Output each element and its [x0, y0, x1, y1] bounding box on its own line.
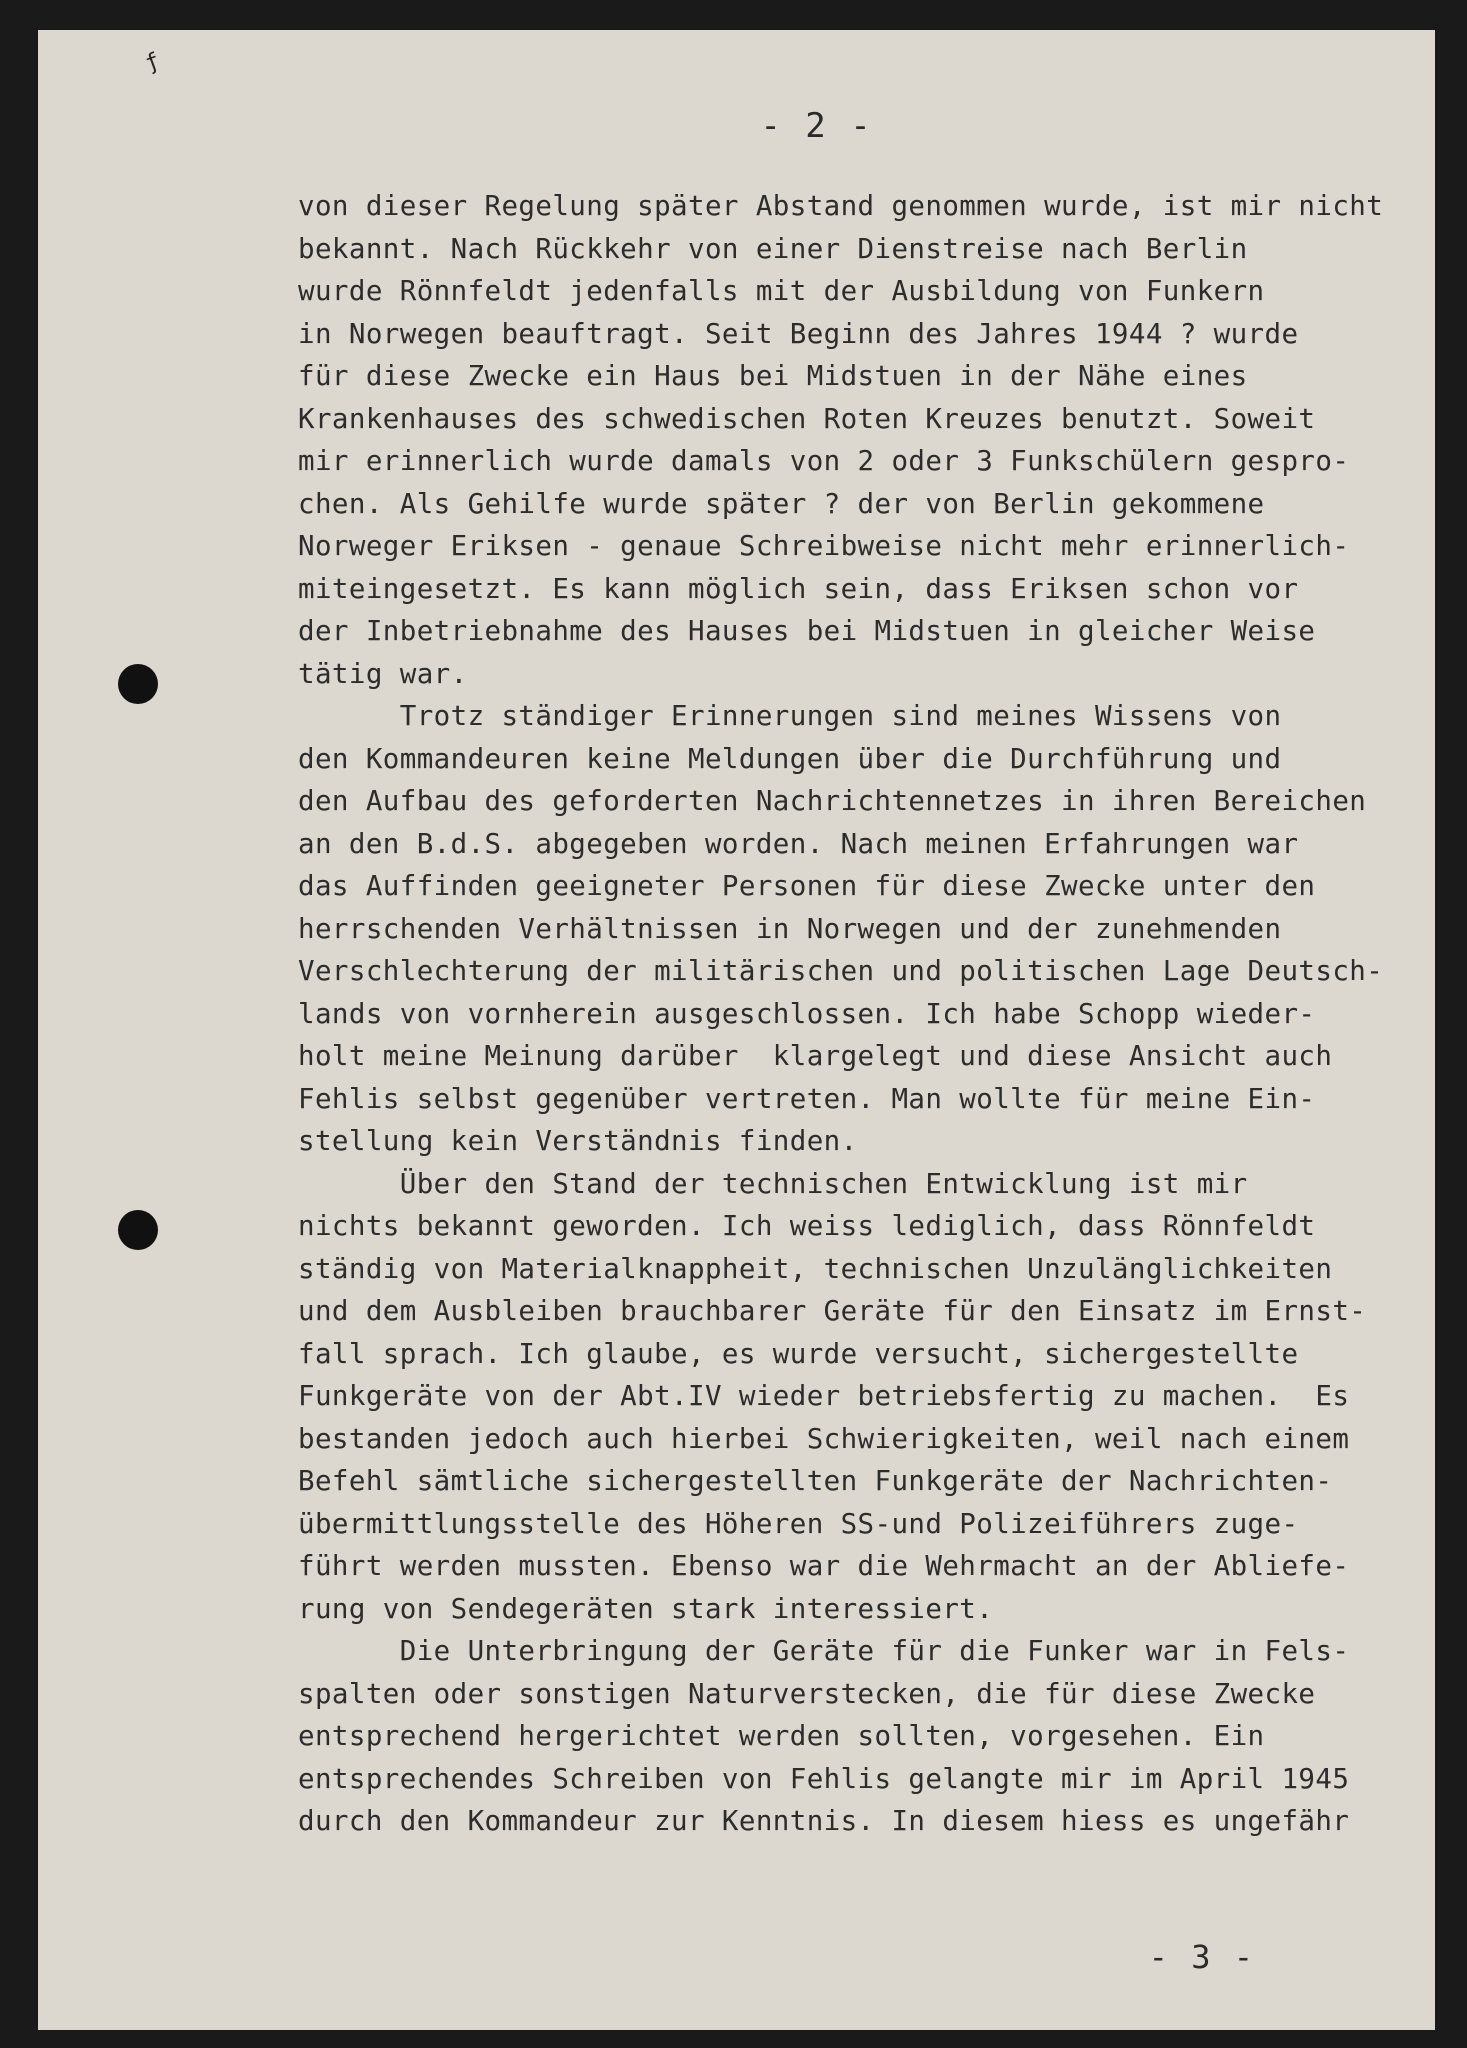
- page-number: - 2 -: [760, 106, 873, 146]
- text-line: Funkgeräte von der Abt.IV wieder betriebsfertig zu machen. Es: [298, 1380, 1350, 1412]
- text-line: Über den Stand der technischen Entwicklung ist mir: [298, 1167, 1248, 1200]
- typewritten-body: [298, 185, 1435, 1843]
- text-line: Die Unterbringung der Geräte für die Funker war in Fels-: [298, 1635, 1350, 1667]
- corner-ink-mark: ƒ: [142, 48, 164, 77]
- text-line: führt werden mussten. Ebenso war die Wehrmacht an der Abliefe-: [298, 1550, 1350, 1582]
- paragraph-3: [298, 1163, 1435, 1631]
- text-line: rung von Sendegeräten stark interessiert.: [298, 1592, 994, 1625]
- text-line: übermittlungsstelle des Höheren SS-und Polizeiführers zuge-: [298, 1507, 1299, 1540]
- text-line: entsprechendes Schreiben von Fehlis gelangte mir im April 1945: [298, 1762, 1350, 1795]
- text-line: spalten oder sonstigen Naturverstecken, die für diese Zwecke: [298, 1677, 1316, 1710]
- paragraph-4: [298, 1630, 1435, 1843]
- text-line: Krankenhauses des schwedischen Roten Kreuzes benutzt. Soweit: [298, 402, 1316, 435]
- text-line: bekannt. Nach Rückkehr von einer Dienstreise nach Berlin: [298, 232, 1248, 265]
- text-line: wurde Rönnfeldt jedenfalls mit der Ausbildung von Funkern: [298, 275, 1265, 307]
- text-line: den Kommandeuren keine Meldungen über die Durchführung und: [298, 742, 1282, 775]
- text-line: mir erinnerlich wurde damals von 2 oder 3 Funkschülern gespro-: [298, 445, 1350, 477]
- paragraph-1: [298, 185, 1435, 695]
- text-line: Fehlis selbst gegenüber vertreten. Man wollte für meine Ein-: [298, 1082, 1316, 1115]
- text-line: miteingesetzt. Es kann möglich sein, dass Eriksen schon vor: [298, 572, 1299, 605]
- text-line: lands von vornherein ausgeschlossen. Ich habe Schopp wieder-: [298, 997, 1316, 1030]
- text-line: fall sprach. Ich glaube, es wurde versucht, sichergestellte: [298, 1337, 1299, 1370]
- text-line: nichts bekannt geworden. Ich weiss lediglich, dass Rönnfeldt: [298, 1210, 1316, 1242]
- text-line: ständig von Materialknappheit, technischen Unzulänglichkeiten: [298, 1252, 1333, 1285]
- text-line: Trotz ständiger Erinnerungen sind meines Wissens von: [298, 700, 1282, 732]
- text-line: Norweger Eriksen - genaue Schreibweise nicht mehr erinnerlich-: [298, 530, 1350, 562]
- text-line: herrschenden Verhältnissen in Norwegen und der zunehmenden: [298, 912, 1282, 945]
- text-line: das Auffinden geeigneter Personen für diese Zwecke unter den: [298, 870, 1316, 902]
- text-line: holt meine Meinung darüber klargelegt und diese Ansicht auch: [298, 1040, 1333, 1072]
- document-page: [38, 30, 1435, 2030]
- text-line: für diese Zwecke ein Haus bei Midstuen in der Nähe eines: [298, 360, 1248, 392]
- punch-hole-bottom: [118, 1210, 158, 1250]
- text-line: Befehl sämtliche sichergestellten Funkgeräte der Nachrichten-: [298, 1465, 1333, 1497]
- text-line: den Aufbau des geforderten Nachrichtennetzes in ihren Bereichen: [298, 785, 1367, 817]
- text-line: chen. Als Gehilfe wurde später ? der von Berlin gekommene: [298, 487, 1265, 520]
- text-line: und dem Ausbleiben brauchbarer Geräte für den Einsatz im Ernst-: [298, 1295, 1367, 1327]
- punch-hole-top: [118, 664, 158, 704]
- next-page-marker: - 3 -: [1148, 1938, 1255, 1976]
- text-line: an den B.d.S. abgegeben worden. Nach meinen Erfahrungen war: [298, 827, 1299, 860]
- text-line: tätig war.: [298, 657, 468, 690]
- text-line: der Inbetriebnahme des Hauses bei Midstuen in gleicher Weise: [298, 615, 1316, 647]
- text-line: durch den Kommandeur zur Kenntnis. In diesem hiess es ungefähr: [298, 1805, 1350, 1837]
- text-line: von dieser Regelung später Abstand genommen wurde, ist mir nicht: [298, 190, 1384, 222]
- text-line: bestanden jedoch auch hierbei Schwierigkeiten, weil nach einem: [298, 1422, 1350, 1455]
- paragraph-2: [298, 695, 1435, 1163]
- text-line: entsprechend hergerichtet werden sollten, vorgesehen. Ein: [298, 1720, 1265, 1752]
- text-line: in Norwegen beauftragt. Seit Beginn des Jahres 1944 ? wurde: [298, 317, 1299, 350]
- text-line: stellung kein Verständnis finden.: [298, 1125, 858, 1157]
- text-line: Verschlechterung der militärischen und politischen Lage Deutsch-: [298, 955, 1384, 987]
